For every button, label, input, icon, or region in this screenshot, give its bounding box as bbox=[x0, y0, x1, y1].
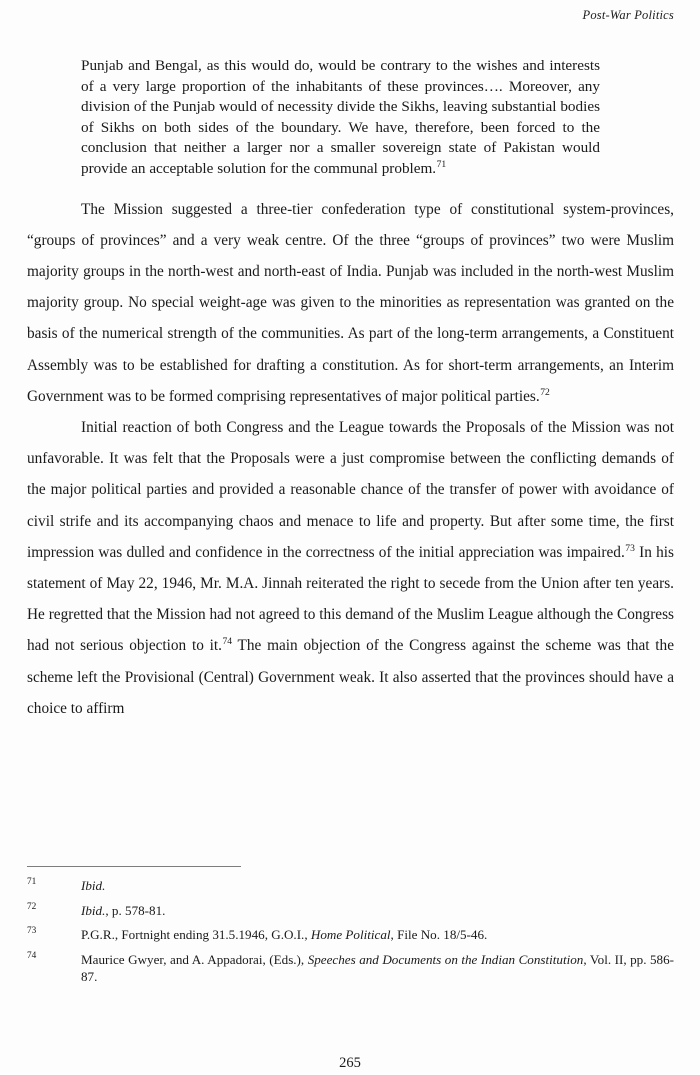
footnote-separator-rule bbox=[27, 866, 241, 867]
footnote-number-71[interactable]: 71 bbox=[27, 877, 37, 887]
paragraph-2-text-b: In his statement of May 22, 1946, Mr. M.A. Jinnah reiterated the right to secede from the Union after ten years. He regretted that the Mission had not agreed to this demand of the Muslim League although the Congress had not serious objection to it. bbox=[27, 543, 674, 655]
blockquote-extract bbox=[27, 56, 600, 180]
paragraph-1-text: The Mission suggested a three-tier confederation type of constitutional system-provinces, “groups of provinces” and a very weak centre. Of the three “groups of provinces” two were Muslim majority groups in the north-west and north-east of India. Punjab was included in the north-west Muslim majority group. No special weight-age was given to the minorities as representation was granted on the basis of the numerical strength of the communities. As part of the long-term arrangements, a Constituent Assembly was to be established for drafting a constitution. As for short-term arrangements, an Interim Government was to be formed comprising representatives of major political parties. bbox=[27, 200, 674, 405]
footnote-74 bbox=[27, 951, 674, 986]
footnote-marker-73[interactable]: 73 bbox=[625, 542, 635, 554]
footnote-74-roman-2: , Vol. II, pp. 586-87. bbox=[81, 951, 675, 984]
footnote-marker-72[interactable]: 72 bbox=[540, 386, 550, 398]
paragraph-2-text-c: The main objection of the Congress against the scheme was that the scheme left the Provisional (Central) Government weak. It also asserted that the provinces should have a choice to affirm bbox=[27, 637, 674, 717]
footnote-marker-71[interactable]: 71 bbox=[436, 158, 447, 170]
footnote-71 bbox=[27, 877, 674, 895]
footnote-number-72[interactable]: 72 bbox=[27, 901, 37, 912]
footnote-number-74[interactable]: 74 bbox=[27, 950, 37, 961]
page-number: 265 bbox=[339, 1055, 361, 1071]
footnote-72-roman-1: , p. 578-81. bbox=[105, 902, 166, 918]
footnote-72-italic-1: Ibid. bbox=[81, 902, 106, 918]
page-body bbox=[27, 56, 674, 724]
body-paragraph-2 bbox=[27, 412, 674, 724]
footnote-73-roman-1: P.G.R., Fortnight ending 31.5.1946, G.O.I., bbox=[81, 927, 311, 942]
running-head: Post-War Politics bbox=[582, 8, 674, 22]
footnote-73-italic-2: Home Political bbox=[310, 927, 391, 942]
footnote-73-roman-2: , File No. 18/5-46. bbox=[390, 927, 488, 942]
footnote-area bbox=[27, 866, 674, 993]
footnote-74-roman-1: Maurice Gwyer, and A. Appadorai, (Eds.), bbox=[81, 951, 308, 967]
footnote-73 bbox=[27, 926, 674, 944]
footnote-marker-74[interactable]: 74 bbox=[222, 636, 233, 648]
footnote-71-italic-1: Ibid. bbox=[81, 878, 106, 893]
footnote-number-73[interactable]: 73 bbox=[27, 926, 37, 936]
blockquote-paragraph bbox=[81, 56, 600, 180]
footnote-74-italic-2: Speeches and Documents on the Indian Constitution bbox=[307, 951, 584, 967]
footnote-72 bbox=[27, 902, 674, 920]
paragraph-2-text-a: Initial reaction of both Congress and the League towards the Proposals of the Mission was not unfavorable. It was felt that the Proposals were a just compromise between the conflicting demands of the major political parties and provided a reasonable chance of the transfer of power with avoidance of civil strife and its accompanying chaos and menace to life and property. But after some time, the first impression was dulled and confidence in the correctness of the initial appreciation was impaired. bbox=[27, 418, 674, 561]
body-paragraph-1 bbox=[27, 194, 674, 412]
blockquote-text: Punjab and Bengal, as this would do, would be contrary to the wishes and interests of a very large proportion of the inhabitants of these provinces…. Moreover, any division of the Punjab would of necessity divide the Sikhs, leaving substantial bodies of Sikhs on both sides of the boundary. We have, therefore, been forced to the conclusion that neither a larger nor a smaller sovereign state of Pakistan would provide an acceptable solution for the communal problem. bbox=[81, 57, 600, 177]
